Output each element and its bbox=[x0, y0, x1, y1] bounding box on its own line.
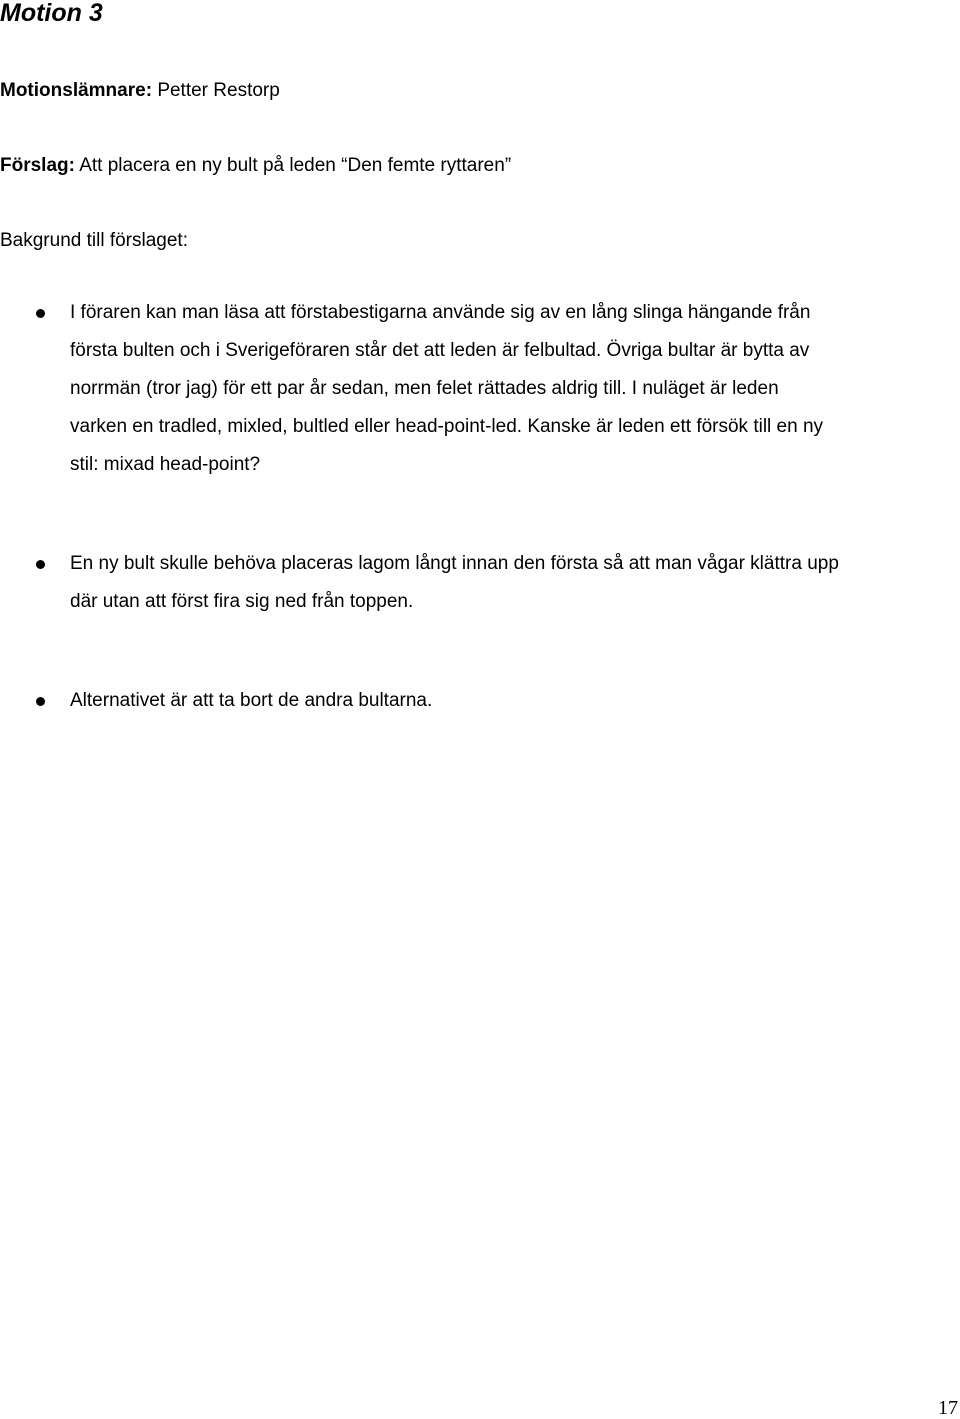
bullet-line: En ny bult skulle behöva placeras lagom långt innan den första så att man vågar klättra upp bbox=[70, 553, 839, 574]
bullet-line: första bulten och i Sverigeföraren står det att leden är felbultad. Övriga bultar är bytta av bbox=[70, 340, 810, 361]
bullet-line: I föraren kan man läsa att förstabestigarna använde sig av en lång slinga hängande från bbox=[70, 302, 811, 323]
bullet-line: varken en tradled, mixled, bultled eller head-point-led. Kanske är leden ett försök till en ny bbox=[70, 416, 824, 437]
bullet-line: Alternativet är att ta bort de andra bultarna. bbox=[70, 690, 433, 711]
proposal-value: Att placera en ny bult på leden “Den femte ryttaren” bbox=[79, 155, 512, 176]
bullet-line: stil: mixad head-point? bbox=[70, 454, 261, 475]
bullet-text bbox=[70, 294, 958, 484]
page-number: 17 bbox=[938, 1397, 958, 1419]
bullet-dot-icon bbox=[36, 697, 45, 706]
bullet-line: där utan att först fira sig ned från toppen. bbox=[70, 591, 414, 612]
document-title: Motion 3 bbox=[0, 0, 103, 27]
background-heading: Bakgrund till förslaget: bbox=[0, 230, 188, 251]
submitter-line bbox=[0, 79, 280, 103]
bullet-text bbox=[70, 682, 958, 720]
bullet-line: norrmän (tror jag) för ett par år sedan, men felet rättades aldrig till. I nuläget är leden bbox=[70, 378, 779, 399]
bullet-dot-icon bbox=[36, 560, 45, 569]
submitter-value: Petter Restorp bbox=[157, 80, 280, 101]
bullet-dot-icon bbox=[36, 309, 45, 318]
submitter-label: Motionslämnare: bbox=[0, 80, 153, 101]
proposal-label: Förslag: bbox=[0, 155, 75, 176]
bullet-text bbox=[70, 545, 958, 621]
proposal-line bbox=[0, 154, 511, 178]
